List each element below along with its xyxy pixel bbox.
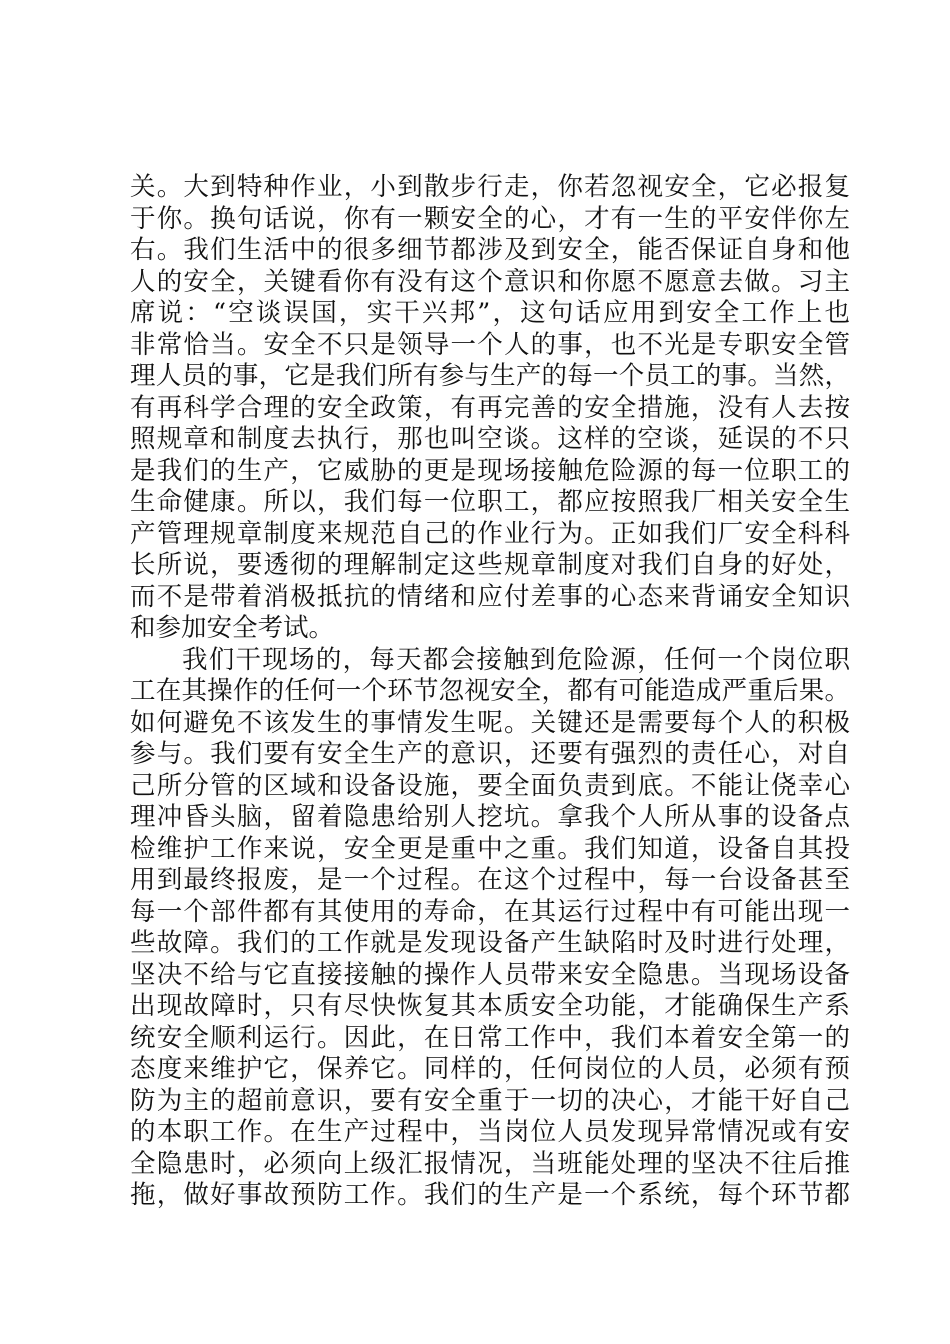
text-line: 席说：“空谈误国，实干兴邦”，这句话应用到安全工作上也: [130, 298, 850, 328]
text-line: 的本职工作。在生产过程中，当岗位人员发现异常情况或有安: [130, 1117, 850, 1147]
text-line: 参与。我们要有安全生产的意识，还要有强烈的责任心，对自: [130, 739, 850, 769]
text-line: 工在其操作的任何一个环节忽视安全，都有可能造成严重后果。: [130, 676, 850, 706]
text-line: 己所分管的区域和设备设施，要全面负责到底。不能让侥幸心: [130, 770, 850, 801]
text-line: 检维护工作来说，安全更是重中之重。我们知道，设备自其投: [130, 833, 850, 864]
text-line: 长所说，要透彻的理解制定这些规章制度对我们自身的好处，: [130, 550, 850, 580]
text-line: 统安全顺利运行。因此，在日常工作中，我们本着安全第一的: [130, 1022, 850, 1053]
text-line: 出现故障时，只有尽快恢复其本质安全功能，才能确保生产系: [130, 991, 850, 1021]
text-line: 些故障。我们的工作就是发现设备产生缺陷时及时进行处理，: [130, 928, 850, 958]
text-line: 有再科学合理的安全政策，有再完善的安全措施，没有人去按: [130, 392, 850, 423]
text-line: 是我们的生产，它威胁的更是现场接触危险源的每一位职工的: [130, 455, 850, 486]
text-line: 于你。换句话说，你有一颗安全的心，才有一生的平安伴你左: [130, 203, 850, 234]
text-line: 坚决不给与它直接接触的操作人员带来安全隐患。当现场设备: [130, 959, 850, 990]
text-line: 关。大到特种作业，小到散步行走，你若忽视安全，它必报复: [130, 172, 850, 202]
body-text: [130, 172, 850, 1212]
text-line: 人的安全，关键看你有没有这个意识和你愿不愿意去做。习主: [130, 266, 850, 297]
text-line: 产管理规章制度来规范自己的作业行为。正如我们厂安全科科: [130, 518, 850, 549]
text-line: 每一个部件都有其使用的寿命，在其运行过程中有可能出现一: [130, 896, 850, 927]
text-line: 防为主的超前意识，要有安全重于一切的决心，才能干好自己: [130, 1085, 850, 1116]
text-line: 态度来维护它，保养它。同样的，任何岗位的人员，必须有预: [130, 1054, 850, 1084]
text-line: 非常恰当。安全不只是领导一个人的事，也不光是专职安全管: [130, 329, 850, 360]
text-line: 如何避免不该发生的事情发生呢。关键还是需要每个人的积极: [130, 707, 850, 738]
text-line: 生命健康。所以，我们每一位职工，都应按照我厂相关安全生: [130, 487, 850, 517]
text-line: 拖，做好事故预防工作。我们的生产是一个系统，每个环节都: [130, 1180, 850, 1210]
text-line: 理人员的事，它是我们所有参与生产的每一个员工的事。当然，: [130, 361, 850, 391]
text-line: 理冲昏头脑，留着隐患给别人挖坑。拿我个人所从事的设备点: [130, 802, 850, 832]
text-line: 右。我们生活中的很多细节都涉及到安全，能否保证自身和他: [130, 235, 850, 265]
text-line: 而不是带着消极抵抗的情绪和应付差事的心态来背诵安全知识: [130, 581, 850, 612]
text-line: 我们干现场的，每天都会接触到危险源，任何一个岗位职: [182, 644, 850, 675]
text-line: 全隐患时，必须向上级汇报情况，当班能处理的坚决不往后推: [130, 1148, 850, 1179]
text-line: 照规章和制度去执行，那也叫空谈。这样的空谈，延误的不只: [130, 424, 850, 454]
text-line: 用到最终报废，是一个过程。在这个过程中，每一台设备甚至: [130, 865, 850, 895]
text-line: 和参加安全考试。: [130, 613, 335, 643]
